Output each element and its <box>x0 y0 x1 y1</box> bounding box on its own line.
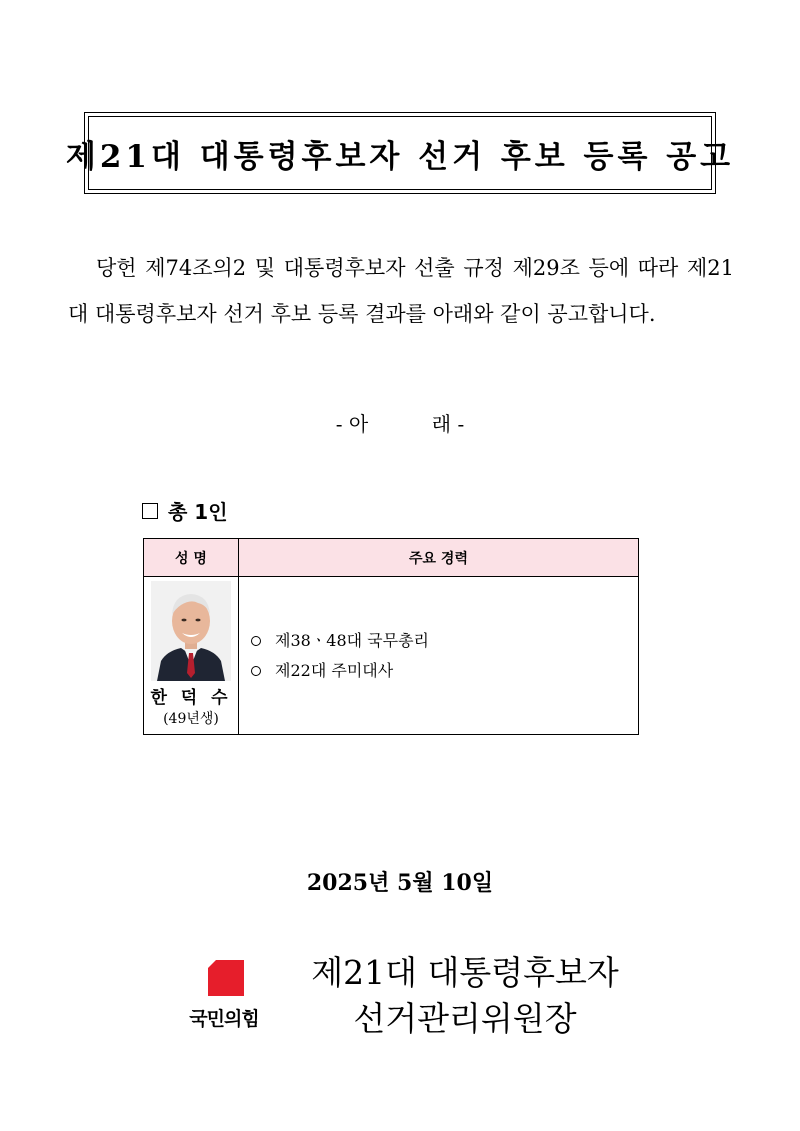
signature-line-2: 선거관리위원장 <box>353 999 577 1038</box>
below-label: - 아 래 - <box>335 412 465 436</box>
candidate-table <box>143 538 639 735</box>
body-paragraph: 당헌 제74조의2 및 대통령후보자 선출 규정 제29조 등에 따라 제21대 대통령후보자 선거 후보 등록 결과를 아래와 같이 공고합니다. <box>68 256 734 326</box>
header-name: 성 명 <box>144 539 239 577</box>
candidate-name-cell <box>144 577 239 735</box>
signature-line-1: 제21대 대통령후보자 <box>311 953 619 992</box>
party-name: 국민의힘 <box>189 1008 259 1030</box>
table-header-row <box>144 539 639 577</box>
career-text: 제22대 주미대사 <box>275 660 394 680</box>
total-label: 총 1인 <box>168 500 228 524</box>
candidate-career-cell <box>239 577 639 735</box>
document-title: 제21대 대통령후보자 선거 후보 등록 공고 <box>65 138 735 175</box>
table-row <box>144 577 639 735</box>
total-heading <box>142 496 228 525</box>
candidate-photo <box>151 581 231 681</box>
title-inner-border <box>65 116 735 190</box>
party-logo-icon <box>208 960 244 996</box>
circle-bullet-icon <box>251 666 261 676</box>
list-item <box>251 656 638 686</box>
career-text: 제38ㆍ48대 국무총리 <box>275 630 429 650</box>
party-logo <box>178 958 270 1032</box>
signature-block <box>290 950 640 1042</box>
candidate-birth: (49년생) <box>163 711 219 727</box>
candidate-name: 한 덕 수 <box>150 688 232 708</box>
announcement-date: 2025년 5월 10일 <box>306 870 494 896</box>
list-item <box>251 626 638 656</box>
header-career: 주요 경력 <box>239 539 639 577</box>
checkbox-icon <box>142 503 158 519</box>
circle-bullet-icon <box>251 636 261 646</box>
title-box <box>65 112 735 194</box>
